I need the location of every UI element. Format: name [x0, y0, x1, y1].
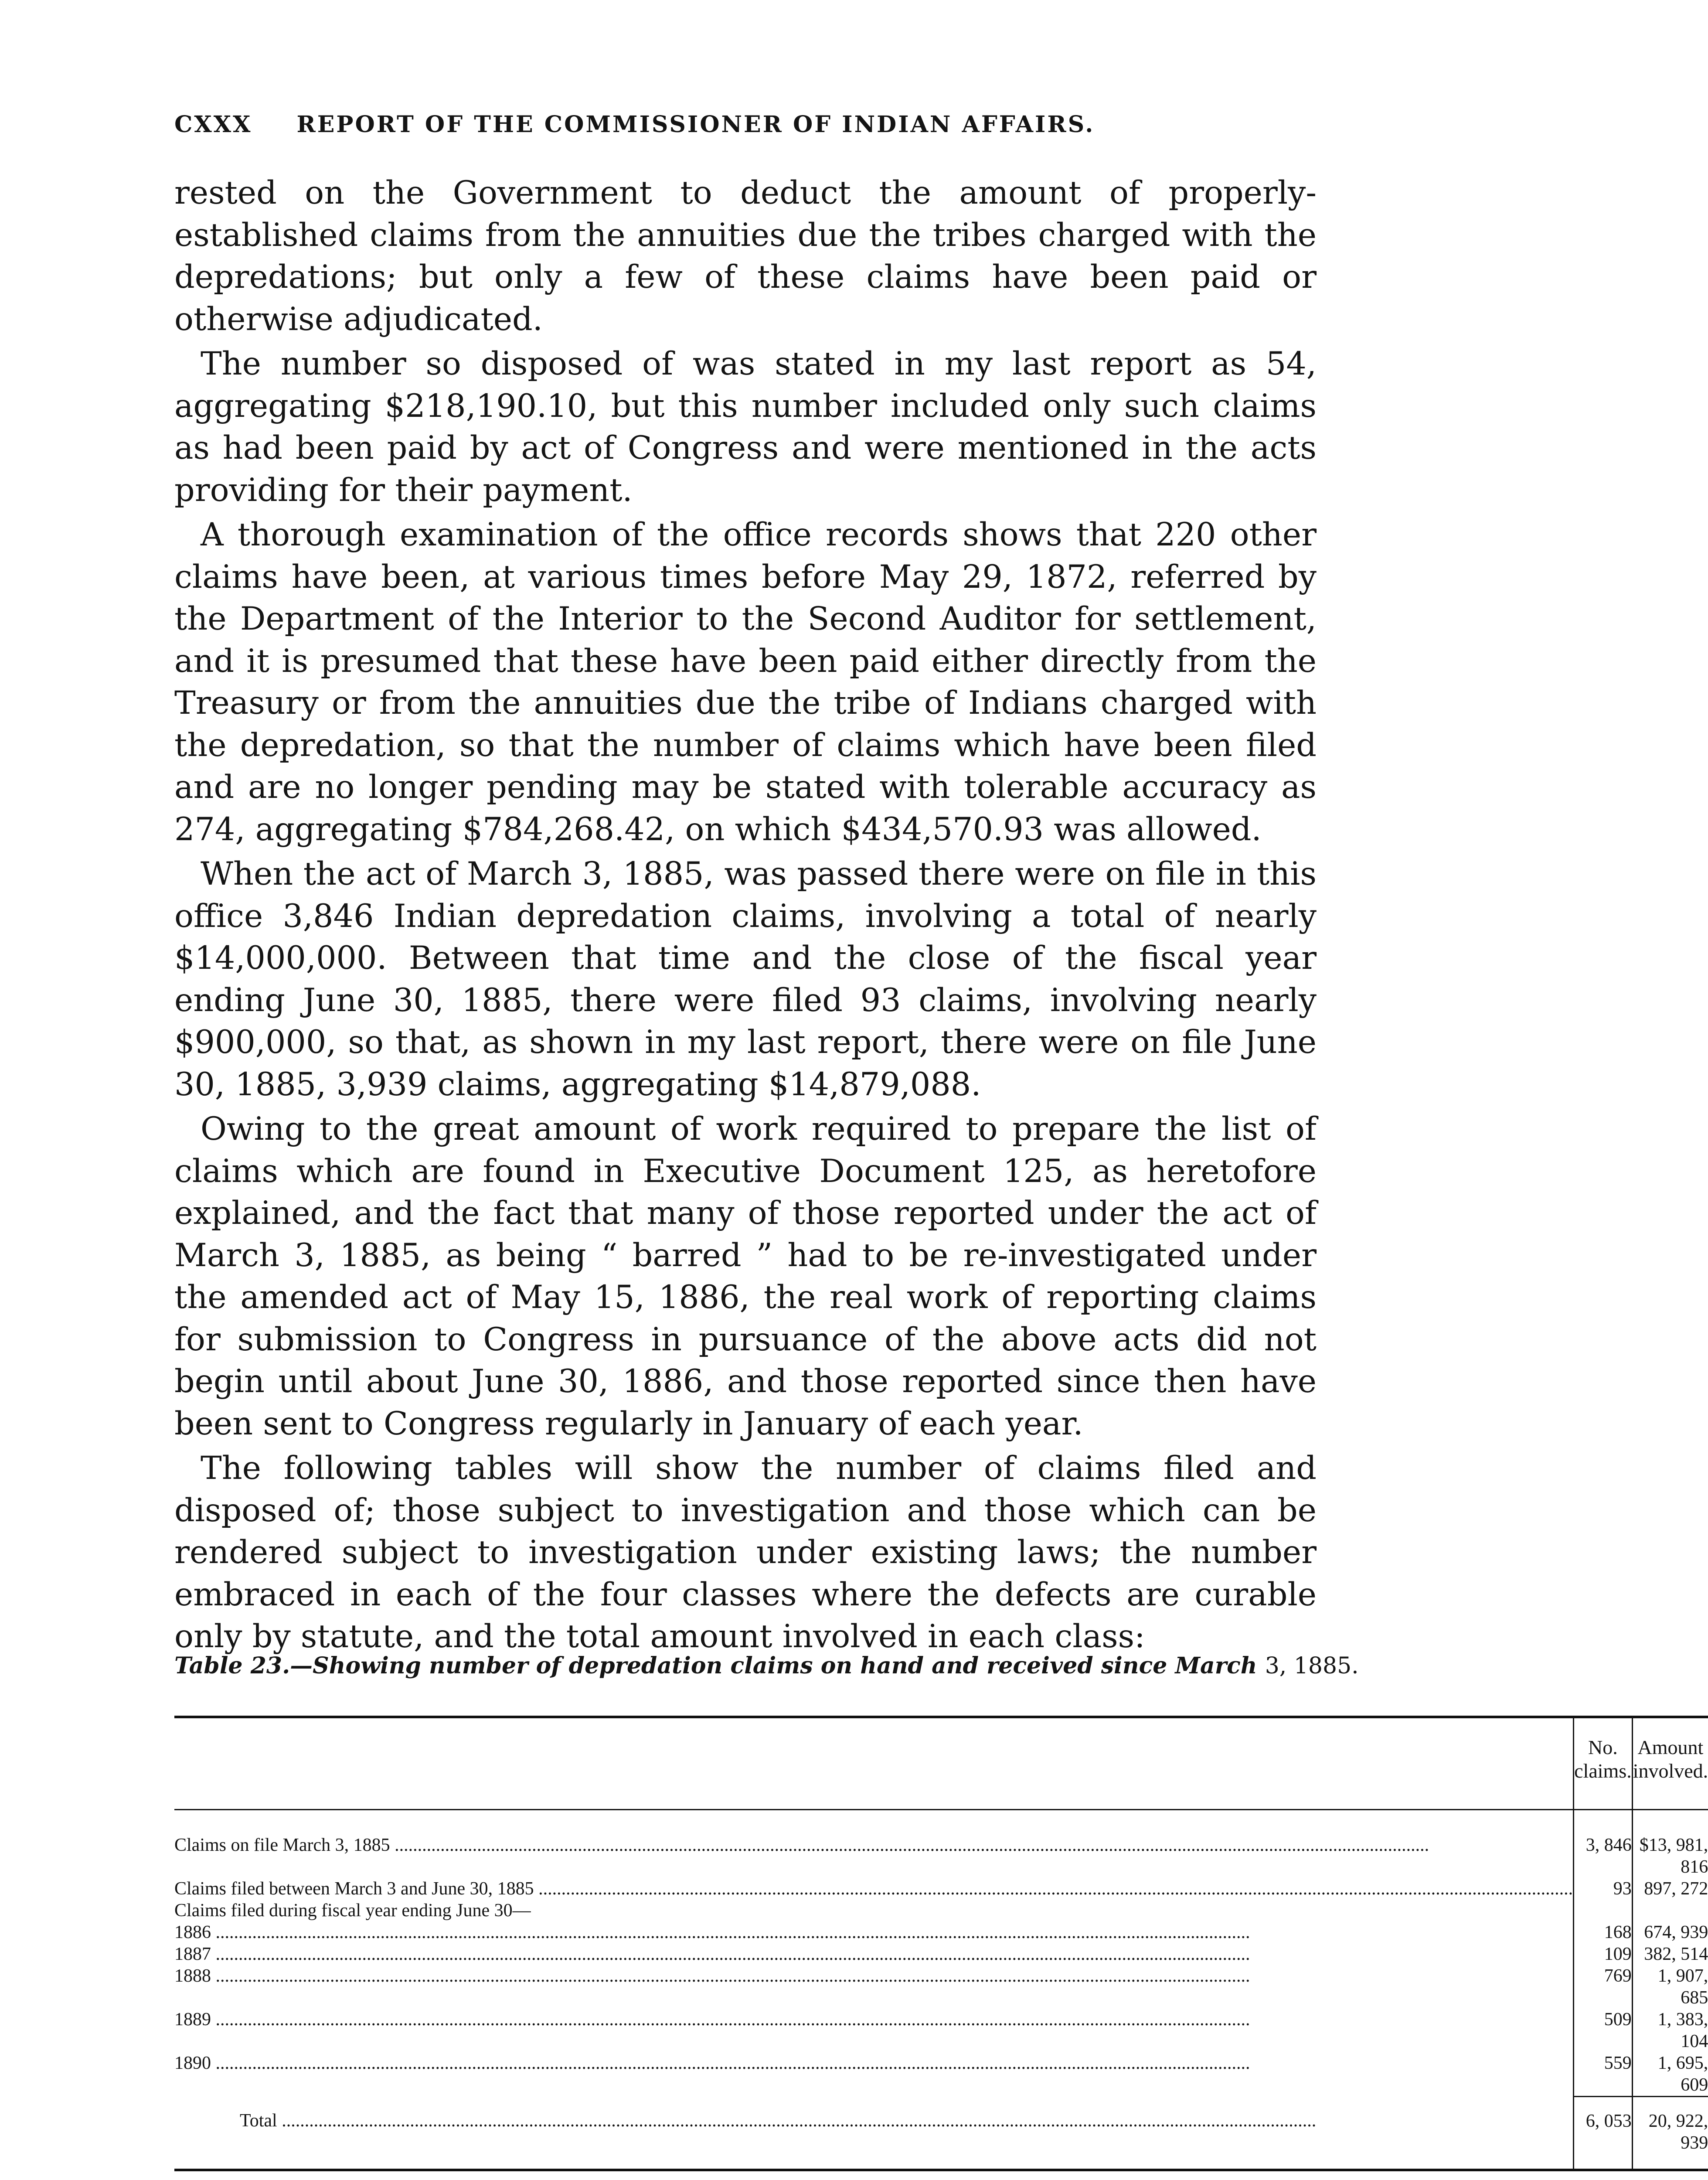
table-row [174, 2052, 1708, 2097]
row-claims: 93 [1574, 1878, 1633, 1900]
row-label: Claims filed during fiscal year ending June 30— [174, 1901, 531, 1921]
table-row [174, 1921, 1708, 1943]
row-label: 1890 ..... [174, 2052, 1574, 2097]
row-label: Claims on file March 3, 1885 ..... [174, 1810, 1574, 1878]
row-amount: 897, 272 [1632, 1878, 1708, 1900]
row-amount: $13, 981, 816 [1632, 1810, 1708, 1878]
paragraph-disposed-claims: The number so disposed of was stated in my last report as 54, aggregating $218,190.10, but this number included only such claims as had been paid by act of Congress and were mentioned in the acts providing for their payment. [174, 345, 1317, 509]
table-row [174, 1943, 1708, 1965]
table-row [174, 1965, 1708, 2009]
row-claims: 3, 846 [1574, 1810, 1633, 1878]
total-label: Total ..... [174, 2097, 1574, 2170]
paragraph-act-of-1885: When the act of March 3, 1885, was passed there were on file in this office 3,846 Indian depredation claims, involving a total of nearly $14,000,000. Between that time and the close of the fiscal year ending June 30, 1885, there were filed 93 claims, involving nearly $900,000, so that, as shown in my last report, there were on file June 30, 1885, 3,939 claims, aggregating $14,879,088. [174, 855, 1317, 1103]
table-row [174, 1878, 1708, 1900]
table-header-blank [174, 1717, 1574, 1810]
row-amount: 1, 695, 609 [1632, 2052, 1708, 2097]
table-caption [174, 1652, 1359, 1679]
row-claims: 109 [1574, 1943, 1633, 1965]
table-total-row [174, 2097, 1708, 2170]
row-label: Claims filed between March 3 and June 30, 1885 ..... [174, 1878, 1574, 1900]
row-label: 1886 ..... [174, 1921, 1574, 1943]
table-row [174, 1900, 1708, 1921]
row-amount: 1, 383, 104 [1632, 2009, 1708, 2052]
row-amount: 674, 939 [1632, 1921, 1708, 1943]
table-header-row [174, 1717, 1708, 1810]
running-title: REPORT OF THE COMMISSIONER OF INDIAN AFFAIRS. [296, 111, 1095, 138]
total-amount: 20, 922, 939 [1632, 2097, 1708, 2170]
header-amount-involved: Amount involved. [1632, 1717, 1708, 1810]
row-claims: 509 [1574, 2009, 1633, 2052]
row-label: 1888 ..... [174, 1965, 1574, 2009]
paragraph-following-tables: The following tables will show the number of claims filed and disposed of; those subject to investigation and those which can be rendered subject to investigation under existing laws; the number embraced in each of the four classes where the defects are curable only by statute, and the total amount involved in each class: [174, 1450, 1317, 1655]
row-label: 1887 ..... [174, 1943, 1574, 1965]
row-claims: 559 [1574, 2052, 1633, 2097]
table-caption-text: Table 23.—Showing number of depredation claims on hand and received since March [174, 1652, 1257, 1679]
row-amount: 1, 907, 685 [1632, 1965, 1708, 2009]
row-claims: 769 [1574, 1965, 1633, 2009]
row-label: 1889 ..... [174, 2009, 1574, 2052]
total-claims: 6, 053 [1574, 2097, 1633, 2170]
table-caption-date: 3, 1885. [1265, 1653, 1359, 1679]
row-amount [1632, 1900, 1708, 1921]
header-no-claims: No. claims. [1574, 1717, 1633, 1810]
row-amount: 382, 514 [1632, 1943, 1708, 1965]
row-claims: 168 [1574, 1921, 1633, 1943]
paragraph-continuation: rested on the Government to deduct the amount of properly-established claims from the annuities due the tribes charged with the depredations; but only a few of these claims have been paid or otherwise adjudicated. [174, 174, 1317, 338]
table-row [174, 2009, 1708, 2052]
body-text [174, 172, 1317, 1661]
running-header [174, 111, 1229, 138]
row-claims [1574, 1900, 1633, 1921]
depredation-claims-table [174, 1716, 1708, 2171]
table-row [174, 1810, 1708, 1878]
page-folio: CXXX [174, 111, 252, 138]
paragraph-office-records: A thorough examination of the office records shows that 220 other claims have been, at various times before May 29, 1872, referred by the Department of the Interior to the Second Auditor for settlement, and it is presumed that these have been paid either directly from the Treasury or from the annuities due the tribe of Indians charged with the depredation, so that the number of claims which have been filed and are no longer pending may be stated with tolerable accuracy as 274, aggregating $784,268.42, on which $434,570.93 was allowed. [174, 516, 1317, 848]
paragraph-work-required: Owing to the great amount of work required to prepare the list of claims which are found in Executive Document 125, as heretofore explained, and the fact that many of those reported under the act of March 3, 1885, as being “ barred ” had to be re-investigated under the amended act of May 15, 1886, the real work of reporting claims for submission to Congress in pursuance of the above acts did not begin until about June 30, 1886, and those reported since then have been sent to Congress regularly in January of each year. [174, 1110, 1317, 1442]
